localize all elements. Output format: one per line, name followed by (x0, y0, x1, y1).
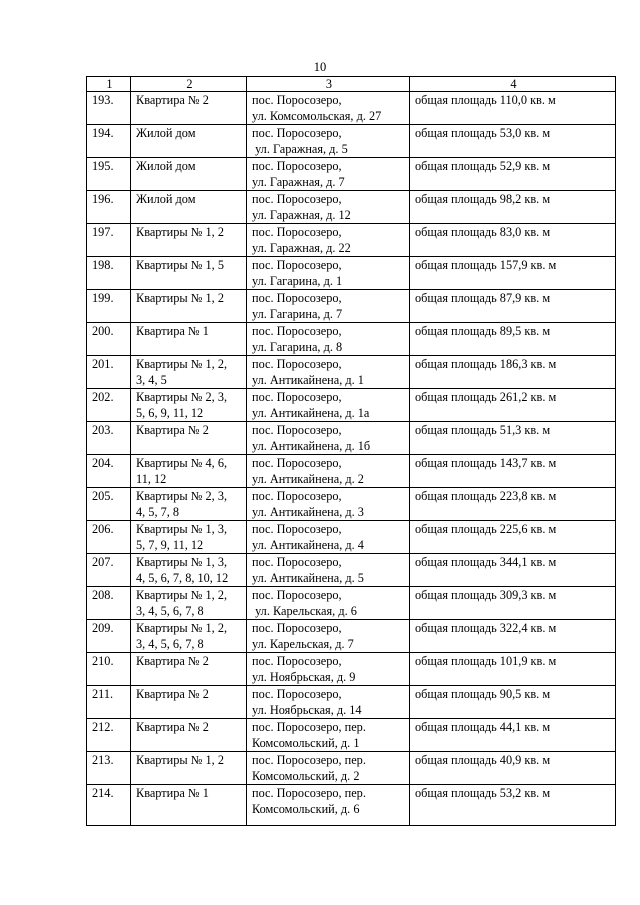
address-cell (247, 620, 410, 653)
object-line: Квартира № 2 (136, 423, 209, 437)
table-row (87, 686, 616, 719)
object-line: Квартира № 2 (136, 654, 209, 668)
object-cell (131, 521, 247, 554)
object-line: Квартиры № 1, 2 (136, 225, 224, 239)
table-body (87, 92, 616, 826)
address-line: ул. Антикайнена, д. 1б (252, 439, 371, 453)
object-cell (131, 422, 247, 455)
row-number: 197. (87, 224, 131, 257)
object-cell (131, 191, 247, 224)
object-line: Квартиры № 2, 3, (136, 489, 228, 503)
address-line: пос. Поросозеро, (252, 423, 342, 437)
row-number: 195. (87, 158, 131, 191)
address-line: пос. Поросозеро, (252, 456, 342, 470)
address-line: ул. Комсомольская, д. 27 (252, 109, 382, 123)
object-cell (131, 653, 247, 686)
row-number: 209. (87, 620, 131, 653)
object-cell (131, 752, 247, 785)
table-row (87, 290, 616, 323)
row-number: 211. (87, 686, 131, 719)
address-cell (247, 422, 410, 455)
area-cell: общая площадь 87,9 кв. м (410, 290, 616, 323)
address-line: пос. Поросозеро, (252, 126, 342, 140)
table-row (87, 752, 616, 785)
address-cell (247, 257, 410, 290)
table-row (87, 158, 616, 191)
row-number: 203. (87, 422, 131, 455)
address-line: ул. Гагарина, д. 7 (252, 307, 343, 321)
address-cell (247, 323, 410, 356)
object-cell (131, 92, 247, 125)
row-number: 194. (87, 125, 131, 158)
table-row (87, 554, 616, 587)
area-cell: общая площадь 309,3 кв. м (410, 587, 616, 620)
object-line: Квартира № 1 (136, 324, 209, 338)
table-row (87, 620, 616, 653)
object-line: Квартиры № 1, 2 (136, 291, 224, 305)
table-row (87, 587, 616, 620)
area-cell: общая площадь 186,3 кв. м (410, 356, 616, 389)
row-number: 198. (87, 257, 131, 290)
object-cell (131, 356, 247, 389)
address-line: Комсомольский, д. 1 (252, 736, 360, 750)
address-line: ул. Антикайнена, д. 4 (252, 538, 364, 552)
address-line: ул. Антикайнена, д. 2 (252, 472, 364, 486)
object-line: Квартира № 1 (136, 786, 209, 800)
area-cell: общая площадь 53,2 кв. м (410, 785, 616, 826)
row-number: 210. (87, 653, 131, 686)
area-cell: общая площадь 53,0 кв. м (410, 125, 616, 158)
address-line: ул. Ноябрьская, д. 9 (252, 670, 356, 684)
object-line: Квартиры № 1, 2 (136, 753, 224, 767)
object-cell (131, 125, 247, 158)
table-row (87, 92, 616, 125)
address-line: пос. Поросозеро, (252, 357, 342, 371)
object-cell (131, 554, 247, 587)
address-line: пос. Поросозеро, (252, 93, 342, 107)
address-cell (247, 719, 410, 752)
object-cell (131, 686, 247, 719)
address-line: пос. Поросозеро, (252, 687, 342, 701)
table-row (87, 389, 616, 422)
column-header-address: 3 (247, 77, 410, 92)
object-cell (131, 290, 247, 323)
object-cell (131, 587, 247, 620)
object-line: Жилой дом (136, 126, 196, 140)
address-line: ул. Гаражная, д. 7 (252, 175, 345, 189)
object-line: Квартиры № 1, 2, (136, 588, 228, 602)
object-line: Квартиры № 4, 6, (136, 456, 228, 470)
table-header-row (87, 77, 616, 92)
address-line: пос. Поросозеро, пер. (252, 720, 366, 734)
area-cell: общая площадь 261,2 кв. м (410, 389, 616, 422)
table-row (87, 191, 616, 224)
row-number: 204. (87, 455, 131, 488)
address-line: Комсомольский, д. 2 (252, 769, 360, 783)
area-cell: общая площадь 98,2 кв. м (410, 191, 616, 224)
area-cell: общая площадь 344,1 кв. м (410, 554, 616, 587)
row-number: 213. (87, 752, 131, 785)
address-line: ул. Гаражная, д. 22 (252, 241, 351, 255)
area-cell: общая площадь 83,0 кв. м (410, 224, 616, 257)
address-line: пос. Поросозеро, (252, 258, 342, 272)
area-cell: общая площадь 44,1 кв. м (410, 719, 616, 752)
address-line: ул. Карельская, д. 6 (252, 604, 357, 618)
table-row (87, 785, 616, 826)
address-cell (247, 191, 410, 224)
address-cell (247, 158, 410, 191)
row-number: 205. (87, 488, 131, 521)
row-number: 206. (87, 521, 131, 554)
object-cell (131, 389, 247, 422)
object-line: 3, 4, 5 (136, 373, 167, 387)
address-line: ул. Ноябрьская, д. 14 (252, 703, 362, 717)
object-line: Жилой дом (136, 159, 196, 173)
address-line: ул. Антикайнена, д. 5 (252, 571, 364, 585)
address-cell (247, 224, 410, 257)
row-number: 199. (87, 290, 131, 323)
address-cell (247, 653, 410, 686)
row-number: 200. (87, 323, 131, 356)
column-header-area: 4 (410, 77, 616, 92)
area-cell: общая площадь 101,9 кв. м (410, 653, 616, 686)
address-line: пос. Поросозеро, пер. (252, 786, 366, 800)
area-cell: общая площадь 223,8 кв. м (410, 488, 616, 521)
address-line: ул. Антикайнена, д. 1 (252, 373, 364, 387)
address-line: пос. Поросозеро, пер. (252, 753, 366, 767)
area-cell: общая площадь 40,9 кв. м (410, 752, 616, 785)
address-line: пос. Поросозеро, (252, 159, 342, 173)
object-cell (131, 488, 247, 521)
area-cell: общая площадь 51,3 кв. м (410, 422, 616, 455)
row-number: 196. (87, 191, 131, 224)
area-cell: общая площадь 157,9 кв. м (410, 257, 616, 290)
address-line: пос. Поросозеро, (252, 225, 342, 239)
address-line: ул. Антикайнена, д. 1а (252, 406, 370, 420)
address-cell (247, 521, 410, 554)
address-line: пос. Поросозеро, (252, 588, 342, 602)
address-line: Комсомольский, д. 6 (252, 802, 360, 816)
object-cell (131, 455, 247, 488)
object-line: Квартира № 2 (136, 93, 209, 107)
object-line: Квартиры № 1, 2, (136, 621, 228, 635)
address-cell (247, 356, 410, 389)
address-cell (247, 686, 410, 719)
object-line: Квартиры № 1, 5 (136, 258, 224, 272)
address-line: пос. Поросозеро, (252, 324, 342, 338)
area-cell: общая площадь 90,5 кв. м (410, 686, 616, 719)
table-row (87, 422, 616, 455)
address-line: ул. Гаражная, д. 5 (252, 142, 348, 156)
object-line: 11, 12 (136, 472, 167, 486)
object-line: 3, 4, 5, 6, 7, 8 (136, 637, 204, 651)
address-cell (247, 752, 410, 785)
property-table (86, 76, 616, 826)
column-header-number: 1 (87, 77, 131, 92)
address-cell (247, 488, 410, 521)
area-cell: общая площадь 143,7 кв. м (410, 455, 616, 488)
area-cell: общая площадь 89,5 кв. м (410, 323, 616, 356)
address-line: пос. Поросозеро, (252, 390, 342, 404)
object-line: Квартира № 2 (136, 687, 209, 701)
table-row (87, 488, 616, 521)
address-cell (247, 785, 410, 826)
table-row (87, 455, 616, 488)
address-line: пос. Поросозеро, (252, 489, 342, 503)
object-line: Квартира № 2 (136, 720, 209, 734)
address-line: пос. Поросозеро, (252, 522, 342, 536)
table-row (87, 257, 616, 290)
address-cell (247, 290, 410, 323)
object-line: Жилой дом (136, 192, 196, 206)
object-line: 4, 5, 7, 8 (136, 505, 180, 519)
object-cell (131, 158, 247, 191)
row-number: 202. (87, 389, 131, 422)
address-cell (247, 92, 410, 125)
row-number: 214. (87, 785, 131, 826)
object-cell (131, 620, 247, 653)
object-line: 3, 4, 5, 6, 7, 8 (136, 604, 204, 618)
table-row (87, 356, 616, 389)
address-line: пос. Поросозеро, (252, 291, 342, 305)
table-row (87, 125, 616, 158)
row-number: 212. (87, 719, 131, 752)
object-line: Квартиры № 2, 3, (136, 390, 228, 404)
address-line: ул. Гагарина, д. 1 (252, 274, 343, 288)
address-line: пос. Поросозеро, (252, 654, 342, 668)
table-row (87, 323, 616, 356)
object-line: 5, 7, 9, 11, 12 (136, 538, 204, 552)
table-row (87, 719, 616, 752)
object-line: Квартиры № 1, 3, (136, 555, 228, 569)
table-row (87, 224, 616, 257)
address-cell (247, 125, 410, 158)
row-number: 207. (87, 554, 131, 587)
row-number: 193. (87, 92, 131, 125)
object-line: 5, 6, 9, 11, 12 (136, 406, 204, 420)
row-number: 208. (87, 587, 131, 620)
row-number: 201. (87, 356, 131, 389)
address-line: ул. Антикайнена, д. 3 (252, 505, 364, 519)
address-line: пос. Поросозеро, (252, 555, 342, 569)
object-cell (131, 224, 247, 257)
object-line: 4, 5, 6, 7, 8, 10, 12 (136, 571, 229, 585)
object-cell (131, 719, 247, 752)
table-row (87, 653, 616, 686)
area-cell: общая площадь 225,6 кв. м (410, 521, 616, 554)
area-cell: общая площадь 322,4 кв. м (410, 620, 616, 653)
page-number: 10 (313, 60, 327, 74)
column-header-object: 2 (131, 77, 247, 92)
address-cell (247, 554, 410, 587)
object-line: Квартиры № 1, 3, (136, 522, 228, 536)
address-cell (247, 587, 410, 620)
area-cell: общая площадь 52,9 кв. м (410, 158, 616, 191)
area-cell: общая площадь 110,0 кв. м (410, 92, 616, 125)
address-line: ул. Карельская, д. 7 (252, 637, 354, 651)
address-cell (247, 455, 410, 488)
address-line: пос. Поросозеро, (252, 192, 342, 206)
address-line: ул. Гаражная, д. 12 (252, 208, 351, 222)
table-row (87, 521, 616, 554)
object-cell (131, 323, 247, 356)
address-line: пос. Поросозеро, (252, 621, 342, 635)
object-cell (131, 257, 247, 290)
address-cell (247, 389, 410, 422)
object-line: Квартиры № 1, 2, (136, 357, 228, 371)
address-line: ул. Гагарина, д. 8 (252, 340, 343, 354)
object-cell (131, 785, 247, 826)
